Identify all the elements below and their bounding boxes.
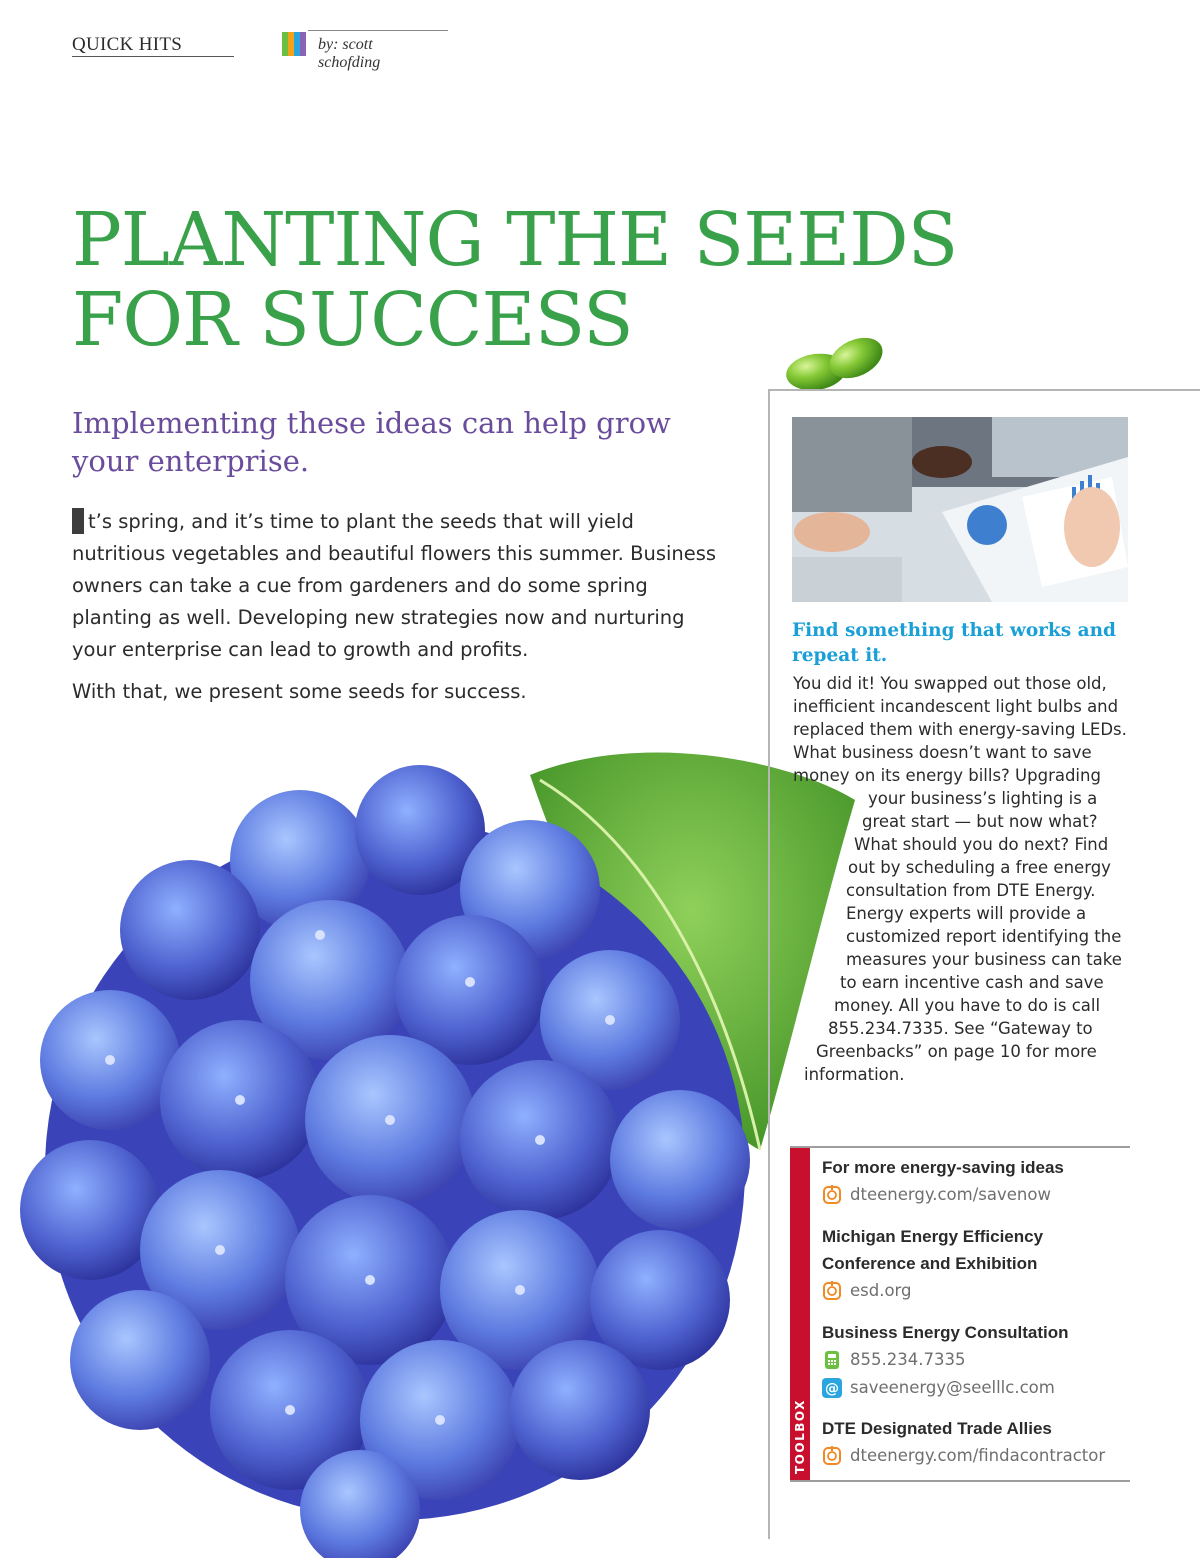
toolbox-link-findacontractor[interactable]	[822, 1442, 1132, 1470]
drop-cap-i	[72, 508, 84, 534]
toolbox	[790, 1146, 1130, 1482]
byline-rule	[308, 30, 448, 31]
green-seeds-icon	[780, 330, 890, 398]
toolbox-link-esd[interactable]	[822, 1277, 1132, 1305]
sidebar-heading: Find something that works and repeat it.	[792, 620, 1116, 666]
toolbox-item-title: Business Energy Consultation	[822, 1323, 1069, 1342]
article-body	[72, 506, 732, 718]
toolbox-item-trade-allies	[822, 1415, 1132, 1470]
toolbox-link-text[interactable]: dteenergy.com/savenow	[850, 1185, 1051, 1204]
email-icon	[822, 1378, 842, 1398]
business-meeting-photo	[792, 417, 1128, 602]
toolbox-link-savenow[interactable]	[822, 1181, 1132, 1209]
toolbox-phone-text[interactable]: 855.234.7335	[850, 1350, 966, 1369]
toolbox-item-conference	[822, 1223, 1132, 1305]
intro-paragraph-text: t’s spring, and it’s time to plant the seeds that will yield nutritious vegetables and beautiful flowers this summer. Business owners can take a cue from gardeners and do some spring planting as well. Developing new strategies now and nurturing your enterprise can lead to growth and profits.	[72, 510, 717, 661]
color-bars-icon	[282, 32, 306, 56]
sidebar-paragraph	[792, 672, 1132, 1086]
toolbox-item-title: For more energy-saving ideas	[822, 1158, 1064, 1177]
toolbox-item-title: DTE Designated Trade Allies	[822, 1419, 1052, 1438]
toolbox-phone[interactable]	[822, 1346, 1132, 1374]
section-label: QUICK HITS	[72, 34, 183, 55]
toolbox-link-text[interactable]: dteenergy.com/findacontractor	[850, 1446, 1106, 1465]
intro-paragraph	[72, 506, 732, 666]
toolbox-item-energy-saving-ideas	[822, 1154, 1132, 1209]
toolbox-top-rule	[790, 1146, 1130, 1148]
toolbox-label: TOOLBOX	[793, 1399, 807, 1474]
byline: by: scott schofding	[318, 36, 381, 71]
lead-in-paragraph: With that, we present some seeds for success.	[72, 680, 527, 703]
toolbox-link-text[interactable]: esd.org	[850, 1281, 912, 1300]
article-subtitle: Implementing these ideas can help grow your enterprise.	[72, 406, 671, 478]
article-title-line-2: FOR SUCCESS	[72, 277, 633, 363]
sidebar-left-rule	[768, 389, 770, 1539]
toolbox-email-text[interactable]: saveenergy@seelllc.com	[850, 1378, 1055, 1397]
sidebar-paragraph-text: You did it! You swapped out those old, inefficient incandescent light bulbs and replaced them with energy-saving LEDs. What business doesn’t want to save money on its energy bills? Upgrading your business’s lighting is a great start — but now what? What should you do next? Find out by scheduling a free energy consultation from DTE Energy. Energy experts will provide a customized report identifying the measures your business can take to earn incentive cash and save money. All you have to do is call 855.234.7335. See “Gateway to Greenbacks” on page 10 for more information.	[793, 674, 1127, 1084]
svg-text:@: @	[825, 1381, 839, 1397]
toolbox-email[interactable]	[822, 1374, 1132, 1402]
section-underline	[72, 56, 234, 57]
phone-icon	[822, 1350, 842, 1370]
toolbox-item-title: Michigan Energy Efficiency Conference and Exhibition	[822, 1227, 1044, 1273]
toolbox-item-consultation	[822, 1319, 1132, 1402]
article-title-line-1: PLANTING THE SEEDS	[72, 197, 958, 283]
section-header	[72, 30, 381, 71]
sidebar-top-rule	[768, 389, 1200, 391]
web-icon	[822, 1281, 842, 1301]
hydrangea-flower-image	[0, 720, 860, 1558]
web-icon	[822, 1446, 842, 1466]
toolbox-bottom-rule	[790, 1480, 1130, 1482]
web-icon	[822, 1185, 842, 1205]
toolbox-tab	[790, 1148, 810, 1480]
